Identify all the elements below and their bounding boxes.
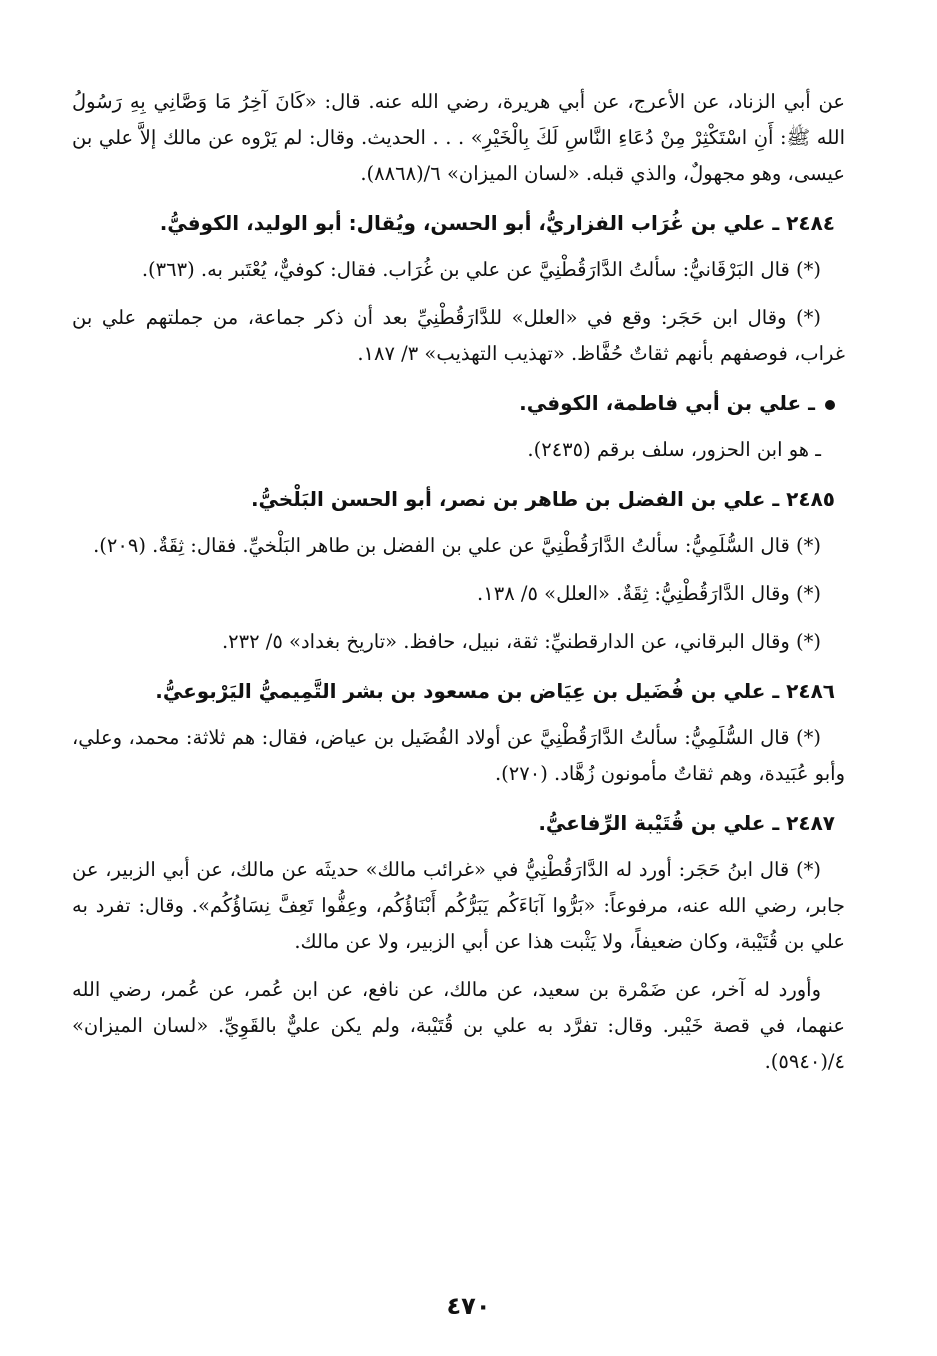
- paragraph: (*) وقال ابن حَجَر: وقع في «العلل» للدَّارَقُطْنِيِّ بعد أن ذكر جماعة، من جملتهم علي بن غراب، فوصفهم بأنهم ثقاتٌ حُفَّاظ. «تهذيب التهذيب» ٣/ ١٨٧.: [72, 306, 845, 365]
- paragraph: عن أبي الزناد، عن الأعرج، عن أبي هريرة، رضي الله عنه. قال: «كَانَ آخِرُ مَا وَصَّانِي بِهِ رَسُولُ الله ﷺ: أَنِ اسْتَكْثِرْ مِنْ دُعَاءِ النَّاسِ لَكَ بِالْخَيْرِ» . . . الحديث. وقال: لم يَرْوه عن مالك إلاَّ علي بن عيسى، وهو مجهولٌ، والذي قبله. «لسان الميزان» ٦/(٨٨٦٨).: [72, 90, 845, 185]
- bullet-icon: [825, 400, 835, 410]
- paragraph: (*) قال السُّلَمِيُّ: سألتُ الدَّارَقُطْنِيَّ عن أولاد الفُضَيل بن عياض، فقال: هم ثلاثة: محمد، وعلي، وأبو عُبَيدة، وهم ثقاتٌ مأمونون زُهَّاد. (٢٧٠).: [72, 726, 845, 785]
- paragraph: (*) قال البَرْقَانيُّ: سألتُ الدَّارَقُطْنِيَّ عن علي بن غُرَاب. فقال: كوفيٌّ، يُعْتَبر به. (٣٦٣).: [141, 258, 821, 281]
- entry-heading-2484: ٢٤٨٤ ـ علي بن غُرَاب الفزاريُّ، أبو الحسن، ويُقال: أبو الوليد، الكوفيُّ.: [159, 211, 835, 235]
- page-body: [72, 84, 845, 1092]
- page-number: ٤٧٠: [446, 1292, 491, 1320]
- paragraph: (*) وقال البرقاني، عن الدارقطنيِّ: ثقة، نبيل، حافظ. «تاريخ بغداد» ٥/ ٢٣٢.: [221, 630, 821, 653]
- paragraph: (*) وقال الدَّارَقُطْنِيُّ: ثِقَةٌ. «العلل» ٥/ ١٣٨.: [477, 582, 821, 605]
- paragraph: (*) قال السُّلَمِيُّ: سألتُ الدَّارَقُطْنِيَّ عن علي بن الفضل بن طاهر البَلْخيِّ. فقال: ثِقَةٌ. (٢٠٩).: [93, 534, 821, 557]
- paragraph: وأورد له آخر، عن ضَمْرة بن سعيد، عن مالك، عن نافع، عن ابن عُمر، عن عُمر، رضي الله عنهما، في قصة خَيْبر. وقال: تفرَّد به علي بن قُتَيْبة، ولم يكن عليٌّ بالقَوِيِّ. «لسان الميزان» ٤/(٥٩٤٠).: [72, 978, 845, 1073]
- heading-text: ـ علي بن أبي فاطمة، الكوفي.: [519, 391, 815, 415]
- entry-heading-2487: ٢٤٨٧ ـ علي بن قُتَيْبة الرِّفاعيُّ.: [538, 811, 835, 835]
- entry-heading-2485: ٢٤٨٥ ـ علي بن الفضل بن طاهر بن نصر، أبو الحسن البَلْخيُّ.: [250, 487, 835, 511]
- entry-heading-2486: ٢٤٨٦ ـ علي بن فُضَيل بن عِيَاض بن مسعود بن بشر التَّمِيميُّ اليَرْبوعيُّ.: [155, 679, 835, 703]
- paragraph: (*) قال ابنُ حَجَر: أورد له الدَّارَقُطْنِيُّ في «غرائب مالك» حديثَه عن مالك، عن أبي الزبير، عن جابر، رضي الله عنه، مرفوعاً: «بَرُّوا آبَاءَكُم يَبَرُّكُم أَبْنَاؤُكُم، وعِفُّوا تَعِفَّ نِسَاؤُكُم». وقال: تفرد به علي بن قُتَيْبة، وكان ضعيفاً، ولا يَثْبت هذا عن أبي الزبير، ولا عن مالك.: [72, 858, 845, 953]
- paragraph: ـ هو ابن الحزور، سلف برقم (٢٤٣٥).: [527, 438, 821, 461]
- entry-heading-cross-reference: [72, 384, 845, 422]
